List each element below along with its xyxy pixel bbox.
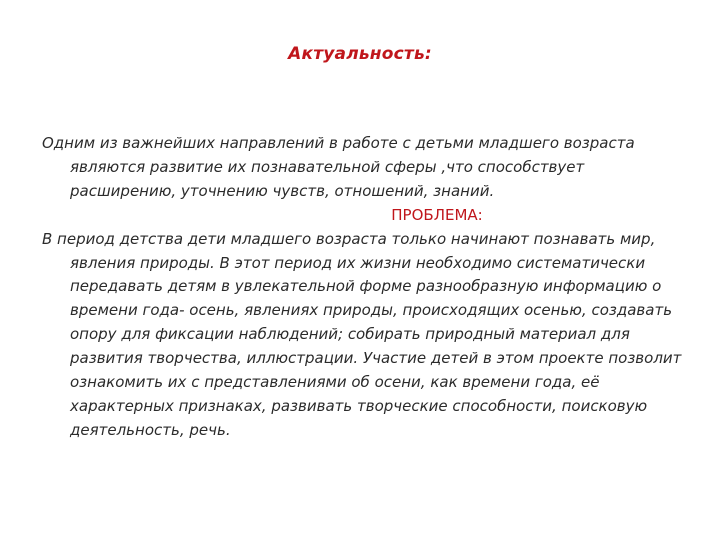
relevance-paragraph: Одним из важнейших направлений в работе с детьми младшего возраста являются развитие их познавательной сферы ,что способствует расширению, уточнению чувств, отношений, знаний. xyxy=(42,134,635,200)
problem-heading: ПРОБЛЕМА: xyxy=(391,205,483,224)
problem-paragraph: В период детства дети младшего возраста только начинают познавать мир, явления природы. В этот период их жизни необходимо систематически передавать детям в увлекательной форме разнообразную информацию о времени года- осень, явлениях природы, происходящих осенью, создавать опору для фиксации наблюдений; собирать природный материал для развития творчества, иллюстрации. Участие детей в этом проекте позволит ознакомить их с представлениями об осени, как времени года, её характерных признаках, развивать творческие способности, поисковую деятельность, речь. xyxy=(42,229,682,439)
slide-title: Актуальность: xyxy=(288,44,432,64)
slide-body xyxy=(42,132,682,443)
